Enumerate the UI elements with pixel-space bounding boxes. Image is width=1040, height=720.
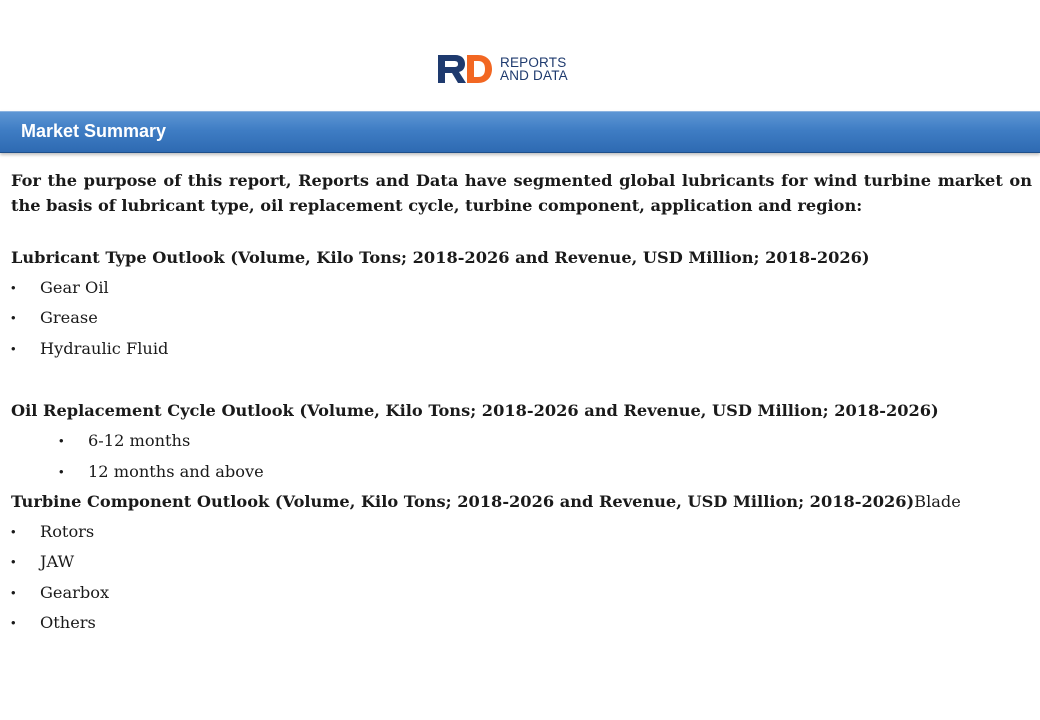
heading-text: Turbine Component Outlook (Volume, Kilo Tons; 2018-2026 and Revenue, USD Million; 2018-2026): [11, 492, 915, 512]
list-item-label: Hydraulic Fluid: [40, 338, 169, 358]
intro-paragraph: For the purpose of this report, Reports and Data have segmented global lubricants for wind turbine market on the basis of lubricant type, oil replacement cycle, turbine component, application and region:: [11, 171, 1032, 215]
section-heading-turbine-component: [11, 487, 1032, 517]
list-item-label: Gear Oil: [40, 278, 109, 297]
bullet-icon: •: [11, 554, 16, 570]
list-item-label: 6-12 months: [88, 431, 191, 451]
list-item-label: Grease: [40, 308, 98, 328]
bullet-icon: •: [59, 463, 64, 479]
list-item-label: 12 months and above: [88, 461, 264, 481]
bullet-icon: •: [11, 310, 16, 326]
oil-replacement-cycle-list: [11, 426, 1032, 487]
bullet-icon: •: [11, 524, 16, 540]
list-item: [11, 426, 1032, 456]
section-heading-lubricant-type: [11, 243, 1032, 273]
main-content: [11, 168, 1032, 639]
turbine-component-list: [11, 517, 1032, 639]
bullet-icon: •: [11, 280, 16, 295]
list-item-label: Rotors: [40, 522, 95, 542]
bullet-icon: •: [11, 340, 16, 356]
list-item: [11, 608, 1032, 638]
logo-line-1: REPORTS: [500, 55, 567, 70]
list-item: [11, 578, 1032, 608]
list-item: [11, 457, 1032, 487]
bullet-icon: •: [59, 433, 64, 449]
logo-wordmark: [500, 56, 568, 82]
list-item: [11, 547, 1032, 577]
heading-text: Oil Replacement Cycle Outlook (Volume, Kilo Tons; 2018-2026 and Revenue, USD Million; 2018-2026): [11, 401, 939, 421]
lubricant-type-list: [11, 273, 1032, 364]
list-item: [11, 517, 1032, 547]
section-heading-oil-replacement-cycle: [11, 396, 1032, 426]
list-item: [11, 334, 1032, 364]
list-item: [11, 303, 1032, 333]
list-item-label: Others: [40, 613, 96, 633]
list-item: [11, 273, 1032, 303]
heading-tail: Blade: [914, 492, 961, 512]
logo-line-2: AND DATA: [500, 68, 568, 83]
bullet-icon: •: [11, 584, 16, 600]
heading-text: Lubricant Type Outlook (Volume, Kilo Tons; 2018-2026 and Revenue, USD Million; 2018-2026): [11, 248, 870, 267]
rd-logo-icon: [436, 53, 494, 85]
section-banner: [0, 111, 1040, 153]
list-item-label: Gearbox: [40, 582, 110, 602]
banner-title: Market Summary: [21, 121, 167, 141]
reports-and-data-logo: [436, 52, 568, 86]
list-item-label: JAW: [40, 552, 75, 572]
bullet-icon: •: [11, 615, 16, 631]
